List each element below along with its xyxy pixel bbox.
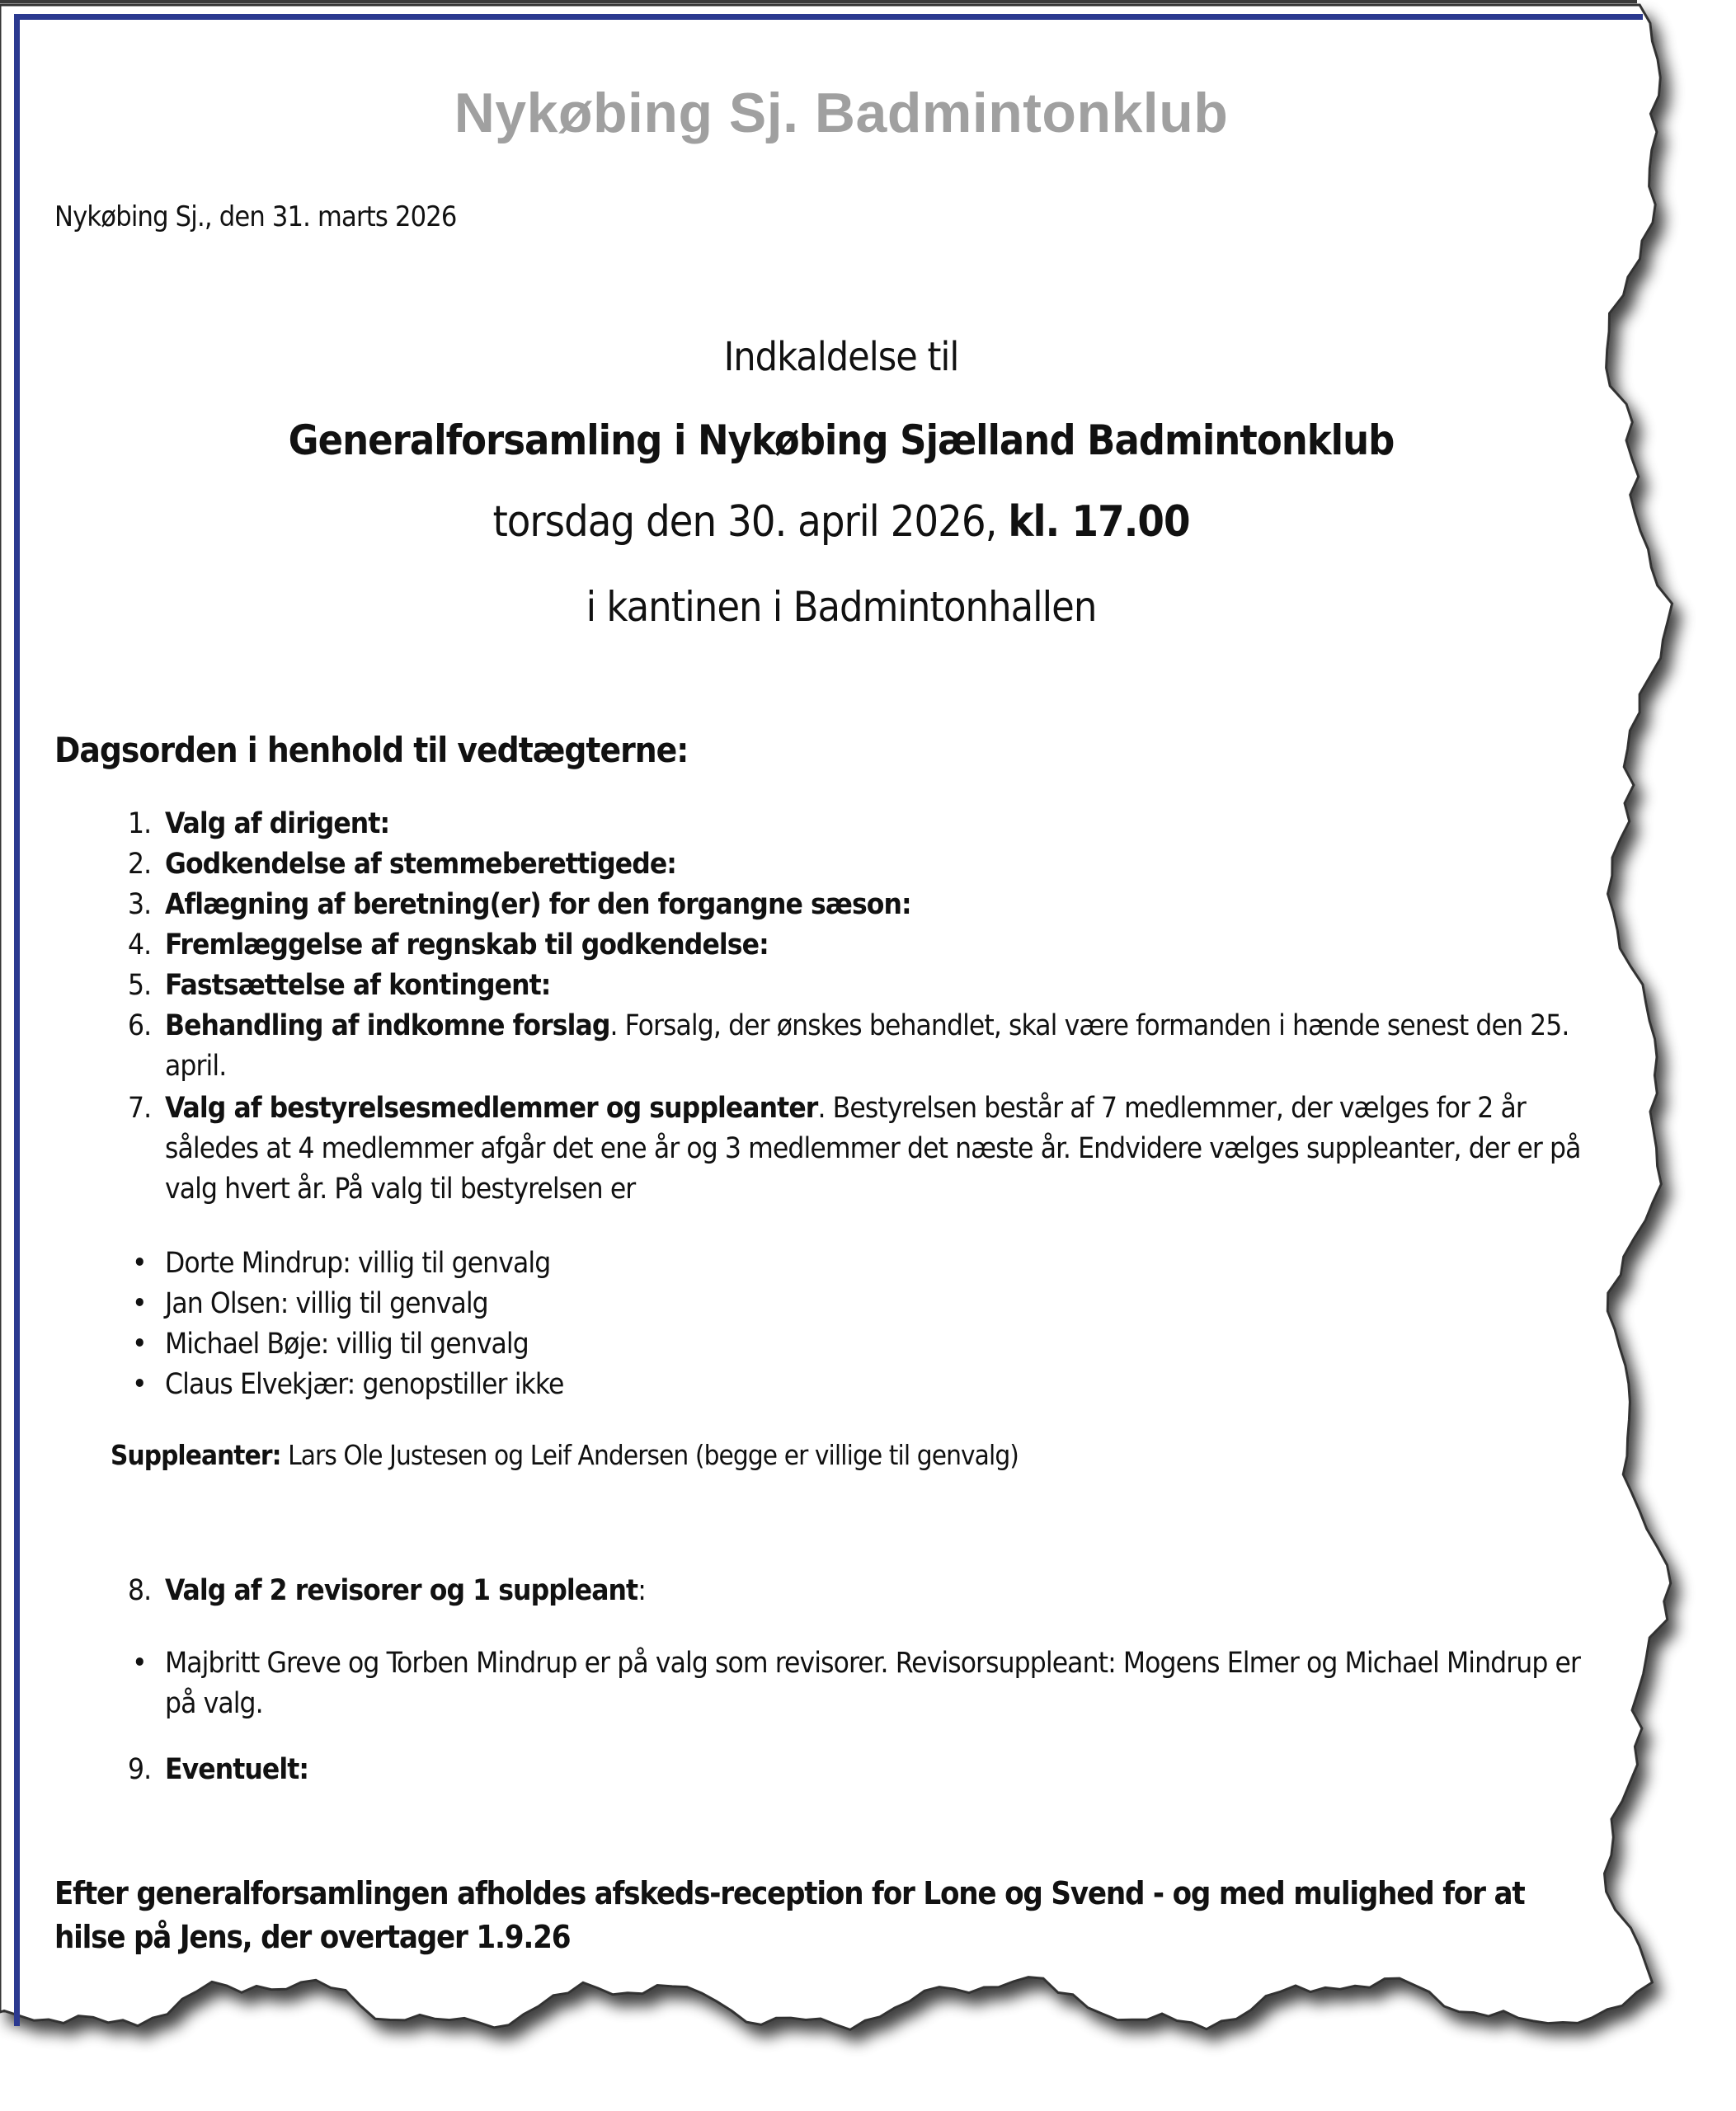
- list-item: [0, 1324, 1608, 1365]
- bullet-icon: •: [132, 1328, 147, 1361]
- invitation-line-1: Indkaldelse til: [723, 334, 959, 380]
- item-title: Godkendelse af stemmeberettigede:: [165, 848, 676, 881]
- item-number: 9.: [128, 1753, 152, 1786]
- meeting-time: kl. 17.00: [1008, 497, 1190, 547]
- meeting-datetime: [0, 497, 1682, 547]
- item-number: 1.: [128, 807, 152, 840]
- list-item-text: Michael Bøje: villig til genvalg: [165, 1328, 529, 1361]
- agenda-item-2: [0, 844, 1608, 885]
- auditors-list: [0, 1643, 1649, 1724]
- bullet-icon: •: [132, 1368, 147, 1401]
- item-title: Behandling af indkomne forslag: [165, 1009, 610, 1042]
- item-number: 5.: [128, 969, 152, 1002]
- item-title: Valg af bestyrelsesmedlemmer og suppleanter: [165, 1092, 818, 1125]
- item-number: 4.: [128, 929, 152, 961]
- item-title: Eventuelt:: [165, 1753, 309, 1786]
- item-number: 8.: [128, 1574, 152, 1607]
- list-item: [0, 1284, 1608, 1324]
- bullet-icon: •: [132, 1647, 147, 1680]
- agenda-item-9: [0, 1750, 1649, 1790]
- bullet-icon: •: [132, 1287, 147, 1320]
- item-title: Fastsættelse af kontingent:: [165, 969, 551, 1002]
- item-number: 3.: [128, 888, 152, 921]
- item-text: . Forsalg, der ønskes behandlet, skal være formanden i hænde senest den 25. april.: [165, 1009, 1569, 1083]
- bullet-icon: •: [132, 1247, 147, 1280]
- item-title: Valg af dirigent:: [165, 807, 390, 840]
- list-item-text: Jan Olsen: villig til genvalg: [165, 1287, 488, 1320]
- agenda-item-8: [0, 1571, 1649, 1611]
- agenda-list: [0, 804, 1649, 1210]
- item-title: Aflægning af beretning(er) for den forgangne sæson:: [165, 888, 911, 921]
- agenda-title: Dagsorden i henhold til vedtægterne:: [54, 730, 689, 770]
- item-number: 6.: [128, 1009, 152, 1042]
- reception-note: Efter generalforsamlingen afholdes afskeds-reception for Lone og Svend - og med mulighed for at hilse på Jens, der overtager 1.9.26: [54, 1875, 1525, 1955]
- meeting-title: Generalforsamling i Nykøbing Sjælland Badmintonklub: [288, 416, 1395, 464]
- meeting-location: i kantinen i Badmintonhallen: [586, 583, 1097, 631]
- board-candidates-list: [0, 1244, 1649, 1405]
- item-text: . Bestyrelsen består af 7 medlemmer, der vælges for 2 år således at 4 medlemmer afgår det ene år og 3 medlemmer det næste år. Endvidere vælges suppleanter, der er på valg hvert år. På valg til bestyrelsen er: [165, 1092, 1581, 1206]
- list-item: [0, 1365, 1608, 1405]
- item-number: 2.: [128, 848, 152, 881]
- date-line: Nykøbing Sj., den 31. marts 2026: [54, 200, 457, 233]
- list-item: [0, 1244, 1608, 1284]
- item-number: 7.: [128, 1092, 152, 1125]
- list-item-text: Claus Elvekjær: genopstiller ikke: [165, 1368, 564, 1401]
- item-title: Fremlæggelse af regnskab til godkendelse:: [165, 929, 769, 961]
- agenda-item-6: [0, 1006, 1608, 1087]
- list-item-text: Majbritt Greve og Torben Mindrup er på valg som revisorer. Revisorsuppleant: Mogens Elmer og Michael Mindrup er på valg.: [165, 1647, 1581, 1720]
- agenda-item-4: [0, 925, 1608, 966]
- club-title: Nykøbing Sj. Badmintonklub: [454, 82, 1229, 144]
- substitutes-line: [111, 1439, 1019, 1471]
- agenda-item-5: [0, 966, 1608, 1006]
- list-item: [0, 1643, 1608, 1724]
- agenda-item-1: [0, 804, 1608, 844]
- agenda-item-7: [0, 1088, 1608, 1210]
- substitutes-text: Lars Ole Justesen og Leif Andersen (begge er villige til genvalg): [280, 1439, 1019, 1471]
- meeting-date: torsdag den 30. april 2026,: [492, 497, 1009, 547]
- item-text: :: [637, 1574, 646, 1607]
- item-title: Valg af 2 revisorer og 1 suppleant: [165, 1574, 638, 1607]
- substitutes-label: Suppleanter:: [111, 1439, 281, 1471]
- agenda-item-3: [0, 885, 1608, 925]
- list-item-text: Dorte Mindrup: villig til genvalg: [165, 1247, 551, 1280]
